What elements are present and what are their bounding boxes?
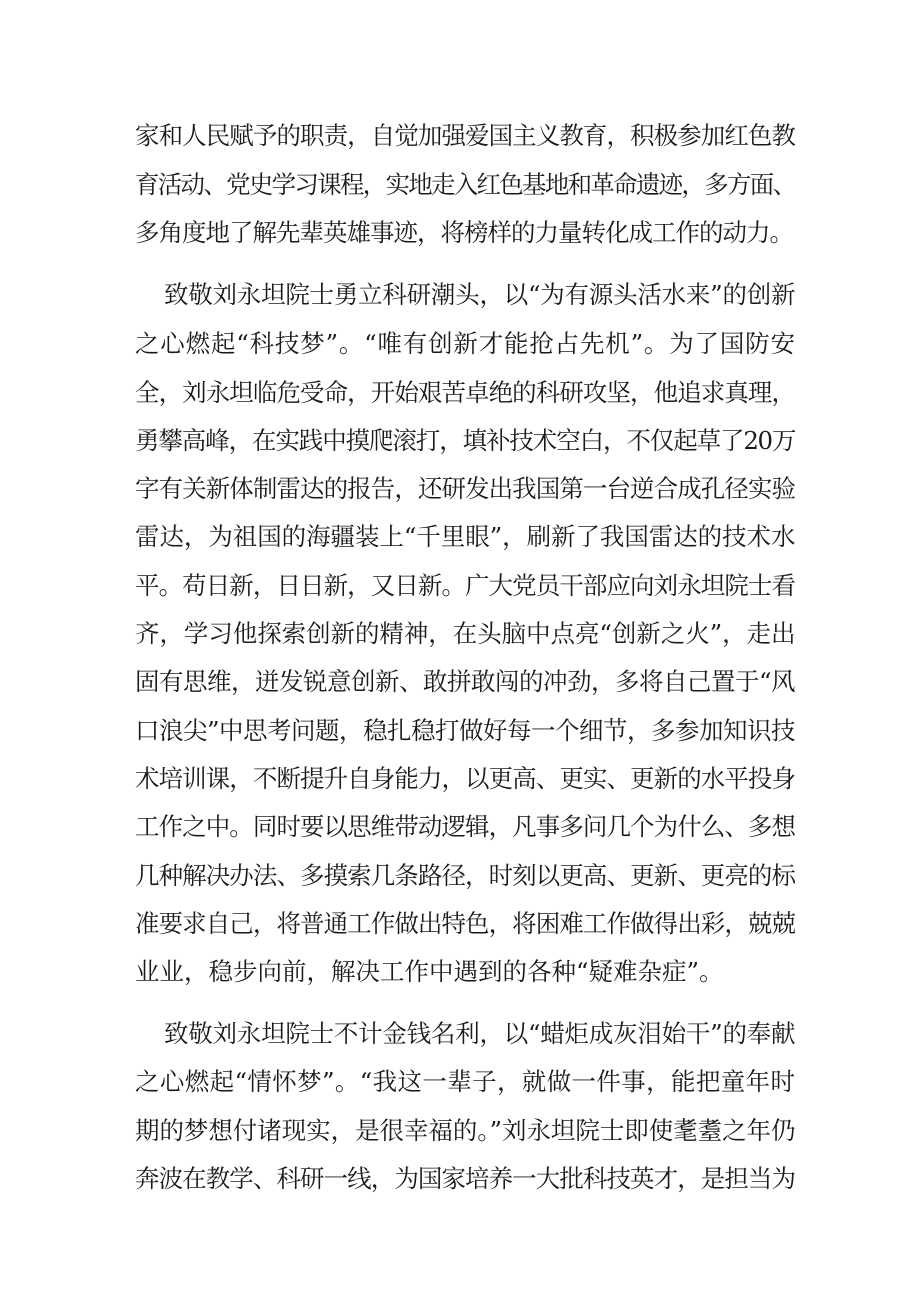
- paragraph-2-line-3: 全，刘永坦临危受命，开始艰苦卓绝的科研攻坚，他追求真理，: [135, 378, 795, 407]
- paragraph-2-line-7: 平。苟日新，日日新，又日新。广大党员干部应向刘永坦院士看: [135, 571, 795, 600]
- paragraph-3-line-2: 之心燃起“情怀梦”。“我这一辈子，就做一件事，能把童年时: [135, 1067, 795, 1096]
- paragraph-3-line-1: 致敬刘永坦院士不计金钱名利，以“蜡炬成灰泪始干”的奉献: [164, 1019, 795, 1048]
- paragraph-1-line-1: 家和人民赋予的职责，自觉加强爱国主义教育，积极参加红色教: [135, 121, 795, 150]
- paragraph-2-line-15: 业业，稳步向前，解决工作中遇到的各种“疑难杂症”。: [135, 957, 724, 986]
- paragraph-2-line-11: 术培训课，不断提升自身能力，以更高、更实、更新的水平投身: [135, 764, 795, 793]
- paragraph-2-line-13: 几种解决办法、多摸索几条路径，时刻以更高、更新、更亮的标: [135, 861, 795, 890]
- paragraph-3-line-3: 期的梦想付诸现实，是很幸福的。”刘永坦院士即使耄耋之年仍: [135, 1116, 795, 1145]
- paragraph-2-line-4: 勇攀高峰，在实践中摸爬滚打，填补技术空白，不仅起草了20万: [135, 426, 795, 455]
- paragraph-2-line-6: 雷达，为祖国的海疆装上“千里眼”，刷新了我国雷达的技术水: [135, 522, 795, 551]
- paragraph-2-line-9: 固有思维，迸发锐意创新、敢拼敢闯的冲劲，多将自己置于“风: [135, 667, 796, 696]
- paragraph-3-line-4: 奔波在教学、科研一线，为国家培养一大批科技英才，是担当为: [135, 1164, 795, 1193]
- paragraph-1-line-3: 多角度地了解先辈英雄事迹，将榜样的力量转化成工作的动力。: [135, 218, 793, 247]
- paragraph-2-line-5: 字有关新体制雷达的报告，还研发出我国第一台逆合成孔径实验: [135, 474, 795, 503]
- paragraph-2-line-14: 准要求自己，将普通工作做出特色，将困难工作做得出彩，兢兢: [135, 909, 795, 938]
- paragraph-2-line-1: 致敬刘永坦院士勇立科研潮头，以“为有源头活水来”的创新: [164, 280, 795, 309]
- paragraph-1-line-2: 育活动、党史学习课程，实地走入红色基地和革命遗迹，多方面、: [135, 170, 795, 199]
- paragraph-2-line-12: 工作之中。同时要以思维带动逻辑，凡事多问几个为什么、多想: [135, 812, 795, 841]
- paragraph-2-line-10: 口浪尖”中思考问题，稳扎稳打做好每一个细节，多参加知识技: [135, 716, 796, 745]
- paragraph-2-line-2: 之心燃起“科技梦”。“唯有创新才能抢占先机”。为了国防安: [135, 329, 795, 358]
- paragraph-2-line-8: 齐，学习他探索创新的精神，在头脑中点亮“创新之火”，走出: [135, 619, 795, 648]
